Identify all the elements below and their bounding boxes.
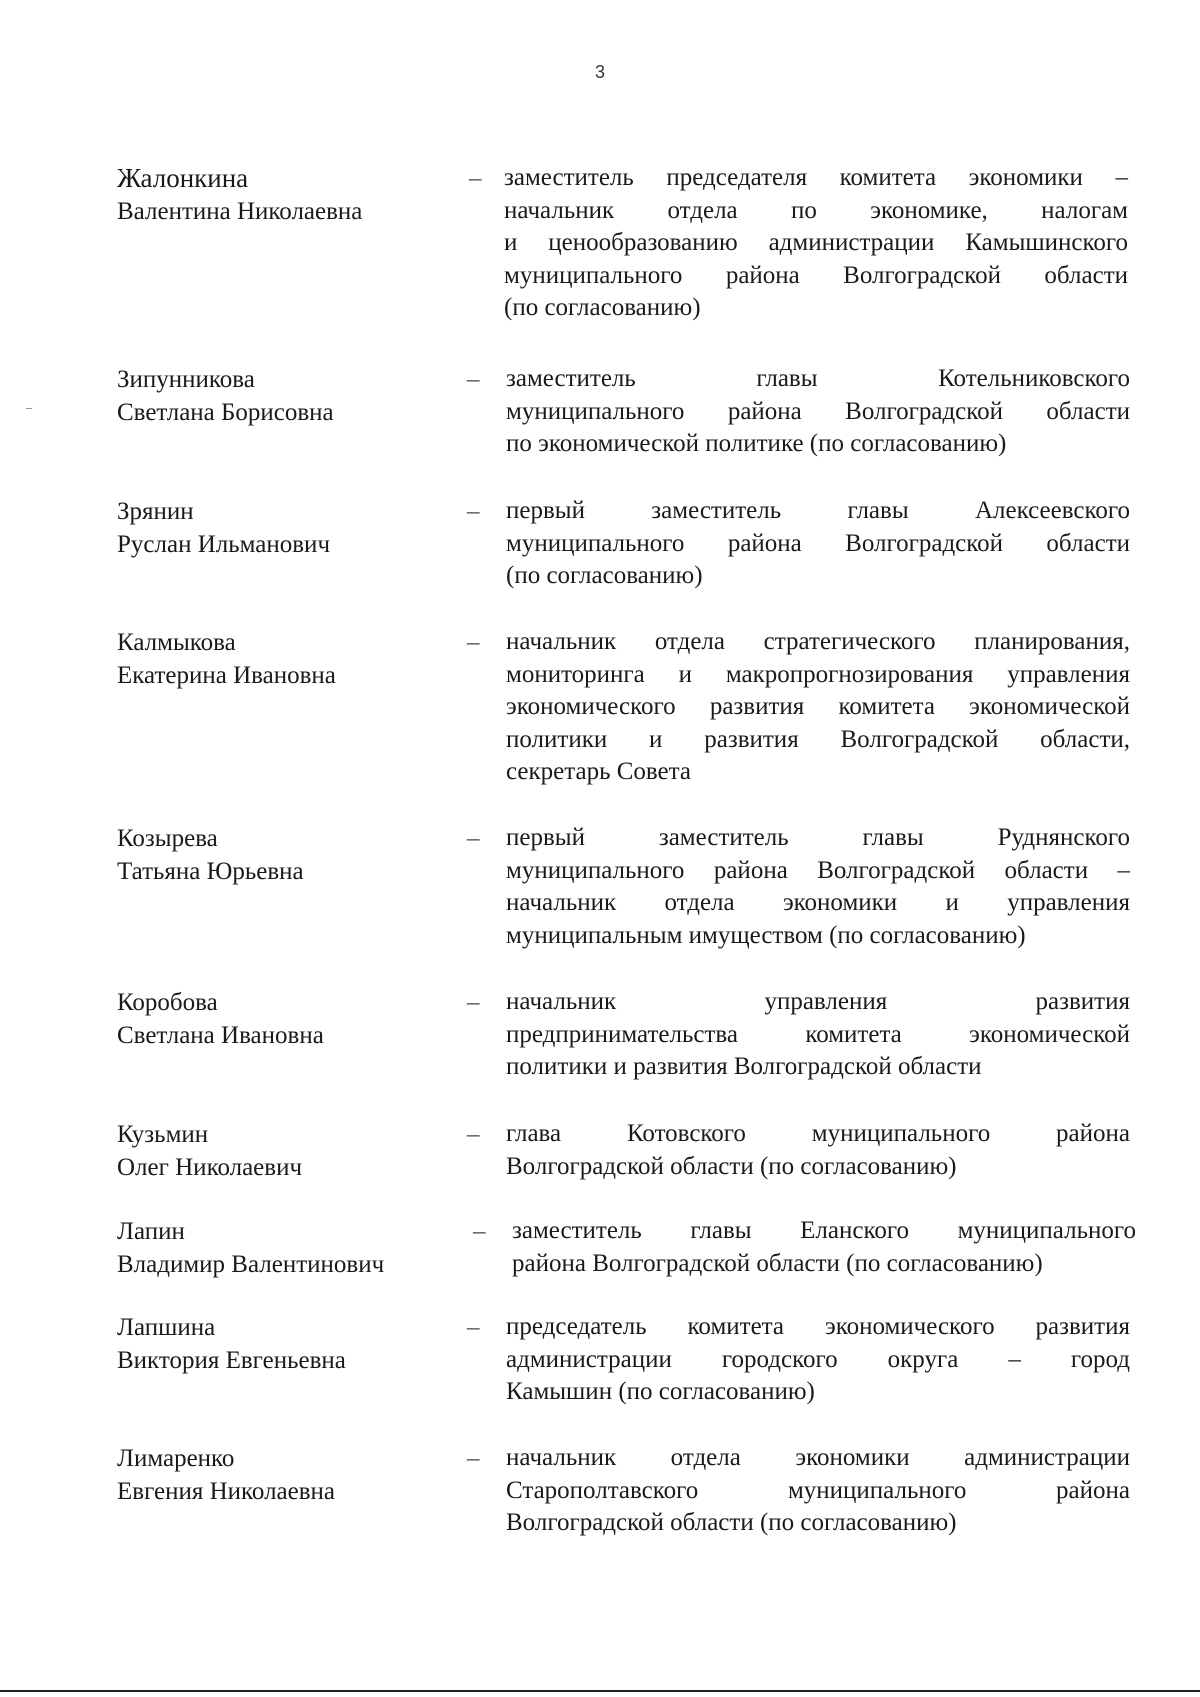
member-name [117, 363, 437, 429]
member-position [506, 1311, 1130, 1409]
member-position [506, 986, 1130, 1084]
member-given-names: Евгения Николаевна [117, 1478, 336, 1505]
position-line: экономического развития комитета экономической [506, 693, 1130, 720]
position-line: района Волгоградской области (по согласованию) [512, 1249, 1043, 1277]
member-name [117, 1311, 437, 1377]
member-position [506, 495, 1130, 593]
position-line: муниципального района Волгоградской области [506, 529, 1130, 557]
position-line: начальник отдела экономики и управления [506, 889, 1130, 916]
separator-dash: – [467, 825, 480, 852]
separator-dash: – [467, 629, 480, 656]
member-given-names: Светлана Ивановна [117, 1022, 324, 1049]
member-position [506, 363, 1130, 461]
position-line: Волгоградской области (по согласованию) [506, 1509, 957, 1536]
member-given-names: Екатерина Ивановна [117, 662, 336, 689]
position-line: заместитель главы Еланского муниципального [512, 1217, 1136, 1244]
position-line: Старополтавского муниципального района [506, 1476, 1130, 1504]
separator-dash: – [467, 498, 480, 525]
position-line: по экономической политике (по согласованию) [506, 430, 1007, 457]
member-position [504, 162, 1128, 325]
member-surname: Козырева [117, 825, 218, 852]
member-position [506, 1118, 1130, 1183]
separator-dash: – [467, 1121, 480, 1148]
position-line: муниципального района Волгоградской области [504, 261, 1128, 289]
member-position [512, 1215, 1136, 1280]
position-line: первый заместитель главы Руднянского [506, 824, 1130, 851]
member-name [117, 495, 437, 561]
separator-dash: – [473, 1218, 486, 1245]
member-name [117, 822, 437, 888]
position-line: начальник отдела стратегического планирования, [506, 628, 1130, 655]
member-name [117, 1118, 437, 1184]
member-given-names: Олег Николаевич [117, 1154, 303, 1181]
position-line: Волгоградской области (по согласованию) [506, 1152, 957, 1180]
separator-dash: – [467, 989, 480, 1016]
position-line: председатель комитета экономического развития [506, 1313, 1130, 1340]
separator-dash: – [467, 1314, 480, 1341]
member-name [117, 1442, 437, 1508]
position-line: глава Котовского муниципального района [506, 1120, 1130, 1147]
position-line: начальник управления развития [506, 988, 1130, 1015]
member-surname: Жалонкина [117, 163, 249, 193]
position-line: муниципальным имуществом (по согласованию) [506, 921, 1026, 949]
member-name [117, 162, 437, 228]
position-line: политики и развития Волгоградской области, [506, 725, 1130, 753]
separator-dash: – [469, 165, 482, 192]
position-line: первый заместитель главы Алексеевского [506, 497, 1130, 524]
member-given-names: Владимир Валентинович [117, 1251, 385, 1278]
position-line: политики и развития Волгоградской области [506, 1053, 982, 1080]
position-line: администрации городского округа – город [506, 1345, 1130, 1373]
member-surname: Калмыкова [117, 629, 236, 656]
position-line: заместитель главы Котельниковского [506, 365, 1130, 392]
separator-dash: – [467, 1445, 480, 1472]
separator-dash: – [467, 366, 480, 393]
member-position [506, 822, 1130, 952]
member-surname: Зрянин [117, 498, 194, 525]
member-name [117, 986, 437, 1052]
page-bottom-edge [0, 1690, 1200, 1692]
member-surname: Лапшина [117, 1314, 216, 1341]
member-name [117, 626, 437, 692]
position-line: (по согласованию) [506, 562, 703, 589]
member-position [506, 626, 1130, 789]
position-line: секретарь Совета [506, 758, 691, 785]
member-given-names: Руслан Ильманович [117, 531, 331, 558]
member-name [117, 1215, 437, 1281]
member-given-names: Татьяна Юрьевна [117, 858, 304, 885]
position-line: заместитель председателя комитета экономики – [504, 164, 1128, 191]
member-surname: Лапин [117, 1218, 185, 1245]
member-position [506, 1442, 1130, 1540]
position-line: предпринимательства комитета экономической [506, 1020, 1130, 1048]
position-line: и ценообразованию администрации Камышинского [504, 229, 1128, 256]
member-surname: Лимаренко [117, 1445, 235, 1472]
position-line: Камышин (по согласованию) [506, 1378, 815, 1405]
member-surname: Кузьмин [117, 1121, 209, 1148]
page-number: 3 [594, 62, 605, 82]
position-line: начальник отдела экономики администрации [506, 1444, 1130, 1471]
member-given-names: Виктория Евгеньевна [117, 1347, 346, 1374]
position-line: (по согласованию) [504, 294, 701, 321]
position-line: муниципального района Волгоградской области [506, 397, 1130, 425]
margin-mark [26, 408, 32, 409]
member-surname: Зипунникова [117, 366, 255, 393]
position-line: муниципального района Волгоградской области – [506, 856, 1130, 884]
member-given-names: Светлана Борисовна [117, 399, 334, 426]
member-surname: Коробова [117, 989, 218, 1016]
position-line: мониторинга и макропрогнозирования управления [506, 660, 1130, 688]
member-given-names: Валентина Николаевна [117, 198, 363, 225]
position-line: начальник отдела по экономике, налогам [504, 196, 1128, 224]
